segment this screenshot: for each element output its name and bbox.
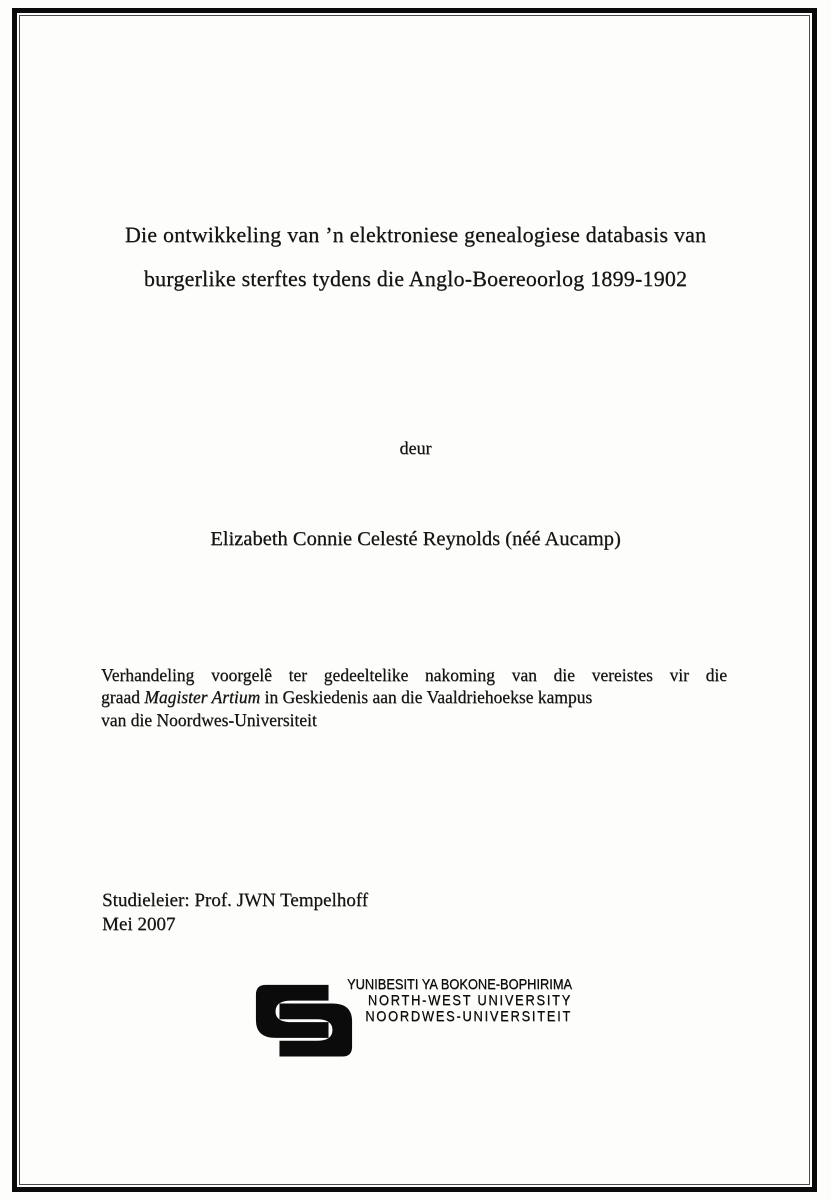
submission-line2-post: in Geskiedenis aan die Vaaldriehoekse kampus <box>260 687 593 708</box>
thesis-title-line2: burgerlike sterftes tydens die Anglo-Boereoorlog 1899-1902 <box>143 265 688 291</box>
submission-line2 <box>101 686 727 708</box>
supervisor-line: Studieleier: Prof. JWN Tempelhoff <box>102 890 369 911</box>
byline-deur: deur <box>399 438 432 458</box>
university-logo-text <box>290 977 572 1026</box>
degree-name: Magister Artium <box>144 687 261 708</box>
logo-text-setswana: YUNIBESITI YA BOKONE-BOPHIRIMA <box>346 977 572 993</box>
date-line: Mei 2007 <box>102 913 176 935</box>
thesis-title-line1: Die ontwikkeling van ’n elektroniese genealogiese databasis van <box>124 222 707 247</box>
submission-line1: Verhandeling voorgelê ter gedeeltelike nakoming van die vereistes vir die <box>101 665 727 685</box>
submission-line3: van die Noordwes-Universiteit <box>101 709 317 730</box>
submission-line2-pre: graad <box>101 687 145 708</box>
logo-text-afrikaans: NOORDWES-UNIVERSITEIT <box>365 1009 572 1026</box>
author-name: Elizabeth Connie Celesté Reynolds (néé Aucamp) <box>210 528 621 550</box>
submission-statement <box>101 664 727 731</box>
thesis-title <box>0 213 831 300</box>
supervisor-block <box>102 889 368 936</box>
logo-text-english: NORTH-WEST UNIVERSITY <box>367 993 572 1010</box>
